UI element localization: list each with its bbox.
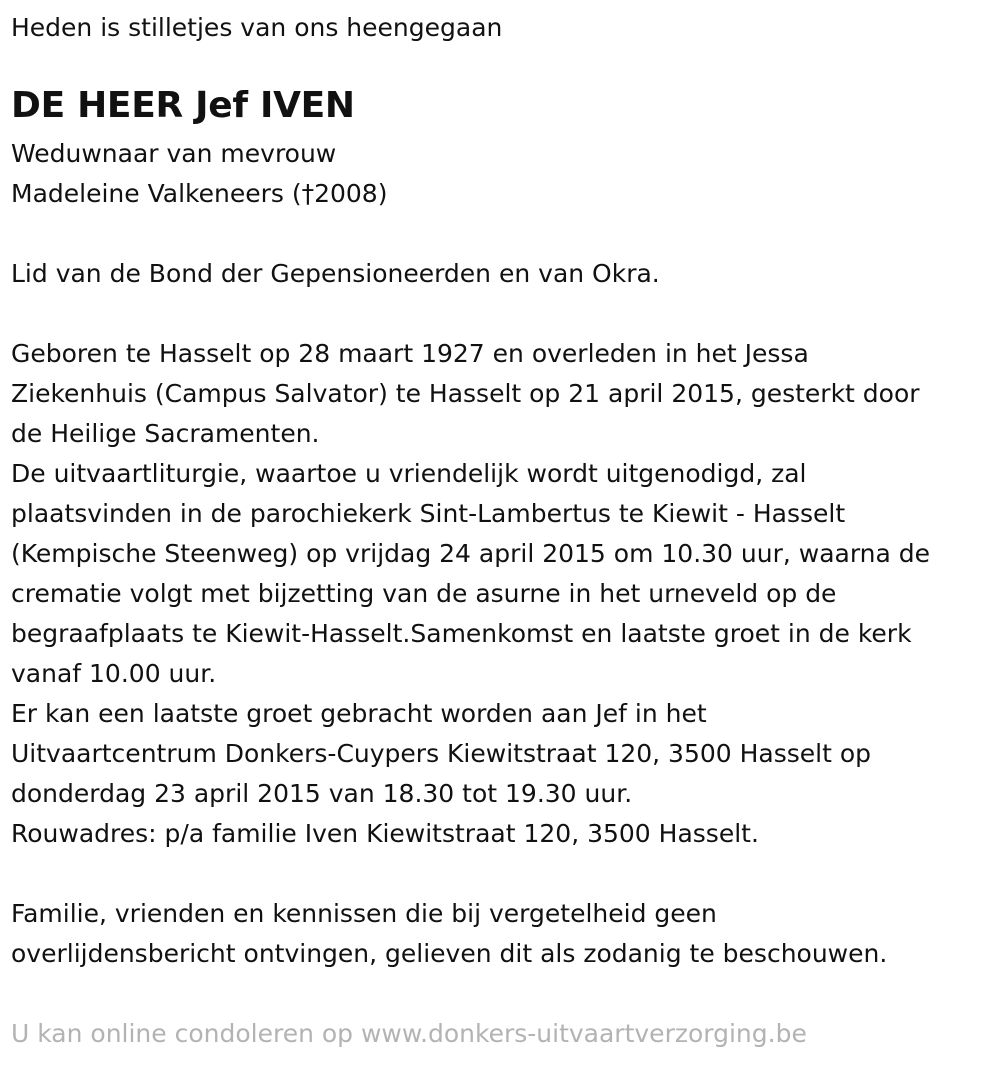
family-notice	[11, 894, 986, 974]
body-line: de Heilige Sacramenten.	[11, 419, 320, 448]
body-line: vanaf 10.00 uur.	[11, 659, 217, 688]
intro-text: Heden is stilletjes van ons heengegaan	[11, 13, 503, 42]
membership-line: Lid van de Bond der Gepensioneerden en van Okra.	[11, 259, 660, 288]
membership-info	[11, 254, 986, 294]
notice-line: overlijdensbericht ontvingen, gelieven dit als zodanig te beschouwen.	[11, 939, 888, 968]
body-line: crematie volgt met bijzetting van de asurne in het urneveld op de	[11, 579, 837, 608]
body-line: plaatsvinden in de parochiekerk Sint-Lambertus te Kiewit - Hasselt	[11, 499, 846, 528]
body-line: Ziekenhuis (Campus Salvator) te Hasselt op 21 april 2015, gesterkt door	[11, 379, 920, 408]
body-line: donderdag 23 april 2015 van 18.30 tot 19.30 uur.	[11, 779, 633, 808]
widow-line: Madeleine Valkeneers (†2008)	[11, 179, 388, 208]
body-line: (Kempische Steenweg) op vrijdag 24 april 2015 om 10.30 uur, waarna de	[11, 539, 931, 568]
notice-line: Familie, vrienden en kennissen die bij vergetelheid geen	[11, 899, 717, 928]
condolence-footer: U kan online condoleren op www.donkers-uitvaartverzorging.be	[11, 1019, 807, 1048]
widow-line: Weduwnaar van mevrouw	[11, 139, 337, 168]
body-line: Geboren te Hasselt op 28 maart 1927 en overleden in het Jessa	[11, 339, 809, 368]
deceased-name: DE HEER Jef IVEN	[11, 85, 355, 126]
body-line: Rouwadres: p/a familie Iven Kiewitstraat 120, 3500 Hasselt.	[11, 819, 759, 848]
widow-info	[11, 134, 986, 214]
body-line: Uitvaartcentrum Donkers-Cuypers Kiewitstraat 120, 3500 Hasselt op	[11, 739, 872, 768]
body-line: begraafplaats te Kiewit-Hasselt.Samenkomst en laatste groet in de kerk	[11, 619, 912, 648]
obituary-body	[11, 334, 986, 854]
body-line: De uitvaartliturgie, waartoe u vriendelijk wordt uitgenodigd, zal	[11, 459, 807, 488]
body-line: Er kan een laatste groet gebracht worden aan Jef in het	[11, 699, 707, 728]
